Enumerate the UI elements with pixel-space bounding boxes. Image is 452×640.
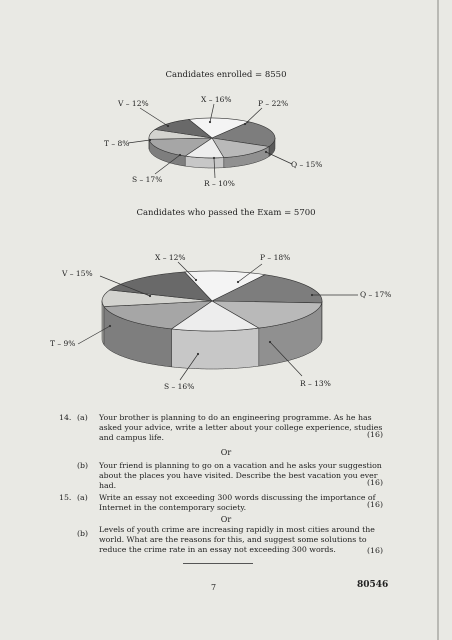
passed-label-r: R – 13% bbox=[300, 379, 331, 388]
enrolled-label-p: P – 22% bbox=[258, 99, 289, 108]
page-number: 7 bbox=[211, 583, 217, 592]
enrolled-label-s: S – 17% bbox=[132, 175, 163, 184]
enrolled-label-t-leader bbox=[128, 140, 150, 143]
passed-label-t-arrowhead bbox=[109, 325, 111, 327]
enrolled-label-t: T – 8% bbox=[104, 139, 130, 148]
passed-label-p-arrowhead bbox=[237, 281, 239, 283]
question-15b-marks: (16) bbox=[367, 546, 384, 555]
enrolled-label-x-arrowhead bbox=[209, 121, 211, 123]
question-15-or: Or bbox=[220, 515, 232, 524]
passed-chart-title: Candidates who passed the Exam = 5700 bbox=[136, 208, 316, 218]
question-15a-line: Write an essay not exceeding 300 words discussing the importance of bbox=[99, 493, 376, 502]
enrolled-label-q: Q – 15% bbox=[291, 160, 323, 169]
question-15a-text bbox=[99, 493, 376, 513]
enrolled-label-v-leader bbox=[140, 108, 168, 126]
paper-code: 80546 bbox=[357, 580, 389, 590]
question-15b-text bbox=[99, 525, 375, 555]
question-14b-line: about the places you have visited. Describe the best vacation you ever bbox=[99, 471, 378, 480]
passed-label-x: X – 12% bbox=[155, 253, 186, 262]
question-15a-label: (a) bbox=[77, 493, 88, 502]
question-14a-text bbox=[99, 413, 382, 443]
pie-side-t bbox=[102, 301, 104, 345]
passed-label-v: V – 15% bbox=[62, 269, 93, 278]
question-14a-label: (a) bbox=[77, 413, 88, 422]
passed-label-p: P – 18% bbox=[260, 253, 291, 262]
question-14-number: 14. bbox=[59, 413, 72, 422]
passed-pie-chart bbox=[0, 246, 452, 396]
passed-label-q: Q – 17% bbox=[360, 290, 392, 299]
enrolled-label-t-arrowhead bbox=[149, 139, 151, 141]
question-14a-line: asked your advice, write a letter about your college experience, studies bbox=[99, 423, 383, 432]
question-14a-line: Your brother is planning to do an engineering programme. As he has bbox=[99, 413, 372, 422]
passed-label-r-arrowhead bbox=[269, 341, 271, 343]
enrolled-label-q-arrowhead bbox=[265, 151, 267, 153]
question-14b-label: (b) bbox=[77, 461, 89, 470]
question-14a-line: and campus life. bbox=[99, 433, 165, 442]
question-14b-line: had. bbox=[99, 481, 117, 490]
enrolled-label-v: V – 12% bbox=[118, 99, 149, 108]
question-14b-marks: (16) bbox=[367, 478, 384, 487]
question-15b-label: (b) bbox=[77, 529, 89, 538]
enrolled-pie-chart bbox=[0, 88, 452, 198]
enrolled-label-q-leader bbox=[266, 152, 292, 164]
question-15-number: 15. bbox=[59, 493, 72, 502]
enrolled-label-p-arrowhead bbox=[244, 123, 246, 125]
question-14-or: Or bbox=[220, 448, 232, 457]
enrolled-label-v-arrowhead bbox=[167, 125, 169, 127]
question-15b-line: reduce the crime rate in an essay not exceeding 300 words. bbox=[99, 545, 336, 554]
enrolled-label-x: X – 16% bbox=[201, 95, 232, 104]
passed-label-v-arrowhead bbox=[149, 295, 151, 297]
enrolled-chart-title: Candidates enrolled = 8550 bbox=[165, 70, 287, 80]
enrolled-label-r: R – 10% bbox=[204, 179, 235, 188]
passed-label-s-arrowhead bbox=[197, 353, 199, 355]
footer-divider bbox=[183, 563, 253, 564]
question-14b-line: Your friend is planning to go on a vacation and he asks your suggestion bbox=[99, 461, 382, 470]
question-14a-marks: (16) bbox=[367, 430, 384, 439]
passed-label-s: S – 16% bbox=[164, 382, 195, 391]
question-14b-text bbox=[99, 461, 382, 491]
enrolled-label-s-arrowhead bbox=[179, 154, 181, 156]
passed-label-t: T – 9% bbox=[50, 339, 76, 348]
enrolled-label-r-arrowhead bbox=[213, 157, 215, 159]
question-15a-marks: (16) bbox=[367, 500, 384, 509]
question-15a-line: Internet in the contemporary society. bbox=[99, 503, 247, 512]
question-15b-line: Levels of youth crime are increasing rapidly in most cities around the bbox=[99, 525, 375, 534]
enrolled-label-p-leader bbox=[245, 108, 262, 124]
question-15b-line: world. What are the reasons for this, and suggest some solutions to bbox=[99, 535, 367, 544]
passed-label-x-arrowhead bbox=[195, 279, 197, 281]
passed-label-q-arrowhead bbox=[311, 294, 313, 296]
pie-side-r bbox=[172, 328, 259, 369]
